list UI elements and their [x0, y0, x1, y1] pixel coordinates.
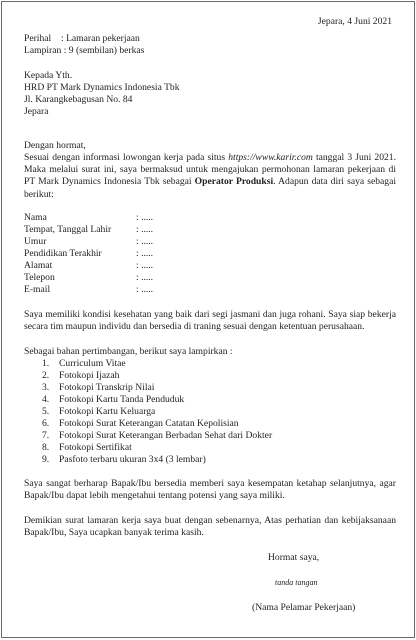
signature-placeholder: [275, 577, 317, 589]
job-site-url: https://www.karir.com: [228, 152, 313, 163]
field-value: : .....: [136, 260, 154, 271]
letter-page: [1, 1, 415, 638]
list-text: Fotokopi Transkrip Nilai: [59, 382, 155, 393]
job-position: Operator Produksi: [194, 176, 274, 188]
field-row: [24, 224, 153, 236]
field-value: : .....: [136, 224, 154, 235]
list-number: 3.: [42, 382, 50, 393]
list-item: [42, 358, 126, 370]
attachments-intro: Sebagai bahan pertimbangan, berikut saya lampirkan :: [24, 346, 233, 357]
list-item: [42, 406, 155, 418]
field-label: Alamat: [24, 260, 53, 271]
list-item: [42, 382, 154, 394]
health-paragraph: Saya memiliki kondisi kesehatan yang baik dari segi jasmani dan juga rohani. Saya siap bekerja secara tim maupun individu dan bersedia di traning sesuai dengan ketentuan perusahaan.: [24, 309, 396, 333]
list-item: [42, 442, 132, 454]
field-value: : .....: [136, 212, 154, 223]
list-text: Fotokopi Surat Keterangan Berbadan Sehat dari Dokter: [59, 430, 273, 441]
list-item: [42, 430, 272, 442]
field-row: [24, 260, 153, 272]
field-label: Pendidikan Terakhir: [24, 248, 102, 259]
field-value: : .....: [136, 272, 154, 283]
field-label: Umur: [24, 236, 47, 247]
signer-name: (Nama Pelamar Pekerjaan): [252, 602, 356, 613]
list-item: [42, 418, 239, 430]
list-item: [42, 454, 206, 466]
list-number: 5.: [42, 406, 50, 417]
list-text: Curriculum Vitae: [59, 358, 126, 369]
recipient-line-2: HRD PT Mark Dynamics Indonesia Tbk: [24, 82, 180, 93]
subject-line: [24, 33, 140, 45]
field-row: [24, 236, 153, 248]
list-number: 2.: [42, 370, 50, 381]
list-number: 7.: [42, 430, 50, 441]
field-value: : .....: [136, 236, 154, 247]
recipient-line-3: Jl. Karangkebagusan No. 84: [24, 94, 133, 105]
field-row: [24, 212, 153, 224]
list-item: [42, 394, 184, 406]
intro-text-1: Sesuai dengan informasi lowongan kerja pada situs: [24, 152, 229, 163]
intro-text-3: . Adapun data diri saya sebagai berikut:: [24, 176, 396, 200]
field-row: [24, 284, 153, 296]
list-text: Fotokopi Kartu Keluarga: [59, 406, 156, 417]
intro-paragraph: [24, 152, 396, 201]
hope-paragraph: Saya sangat berharap Bapak/Ibu bersedia memberi saya kesempatan ketahap selanjutnya, agar Bapak/Ibu dapat lebih mengetahui tentang potensi yang saya miliki.: [24, 478, 396, 502]
list-text: Fotokopi Kartu Tanda Penduduk: [59, 394, 185, 405]
signature-text: tanda tangan: [275, 578, 318, 587]
subject-label: Perihal: [24, 33, 52, 44]
closing-salutation: Hormat saya,: [268, 552, 320, 563]
list-text: Fotokopi Sertifikat: [59, 442, 132, 453]
list-number: 4.: [42, 394, 50, 405]
recipient-line-4: Jepara: [24, 106, 49, 117]
list-number: 1.: [42, 358, 50, 369]
field-row: [24, 248, 153, 260]
greeting: Dengan hormat,: [24, 140, 86, 151]
intro-text-2: tanggal 3 Juni 2021. Maka melalui surat ini, saya bermaksud untuk mengajukan permohonan lamaran pekerjaan di PT Mark Dynamics Indonesia Tbk sebagai: [24, 152, 396, 188]
field-value: : .....: [136, 248, 154, 259]
list-text: Pasfoto terbaru ukuran 3x4 (3 lembar): [59, 454, 206, 465]
closing-paragraph: Demikian surat lamaran kerja saya buat dengan sebenarnya, Atas perhatian dan kebijaksanaan Bapak/Ibu, Saya ucapkan banyak terima kasih.: [24, 515, 396, 539]
field-label: Telepon: [24, 272, 55, 283]
list-text: Fotokopi Surat Keterangan Catatan Kepolisian: [59, 418, 239, 429]
recipient-line-1: Kepada Yth.: [24, 70, 73, 81]
field-label: Tempat, Tanggal Lahir: [24, 224, 112, 235]
list-number: 9.: [42, 454, 50, 465]
attachment-count: Lampiran : 9 (sembilan) berkas: [24, 45, 145, 56]
field-label: Nama: [24, 212, 47, 223]
field-label: E-mail: [24, 284, 51, 295]
place-date: Jepara, 4 Juni 2021: [317, 16, 392, 27]
subject-value: : Lamaran pekerjaan: [61, 33, 140, 44]
field-value: : .....: [136, 284, 154, 295]
list-number: 8.: [42, 442, 50, 453]
field-row: [24, 272, 153, 284]
list-number: 6.: [42, 418, 50, 429]
list-text: Fotokopi Ijazah: [59, 370, 120, 381]
list-item: [42, 370, 119, 382]
